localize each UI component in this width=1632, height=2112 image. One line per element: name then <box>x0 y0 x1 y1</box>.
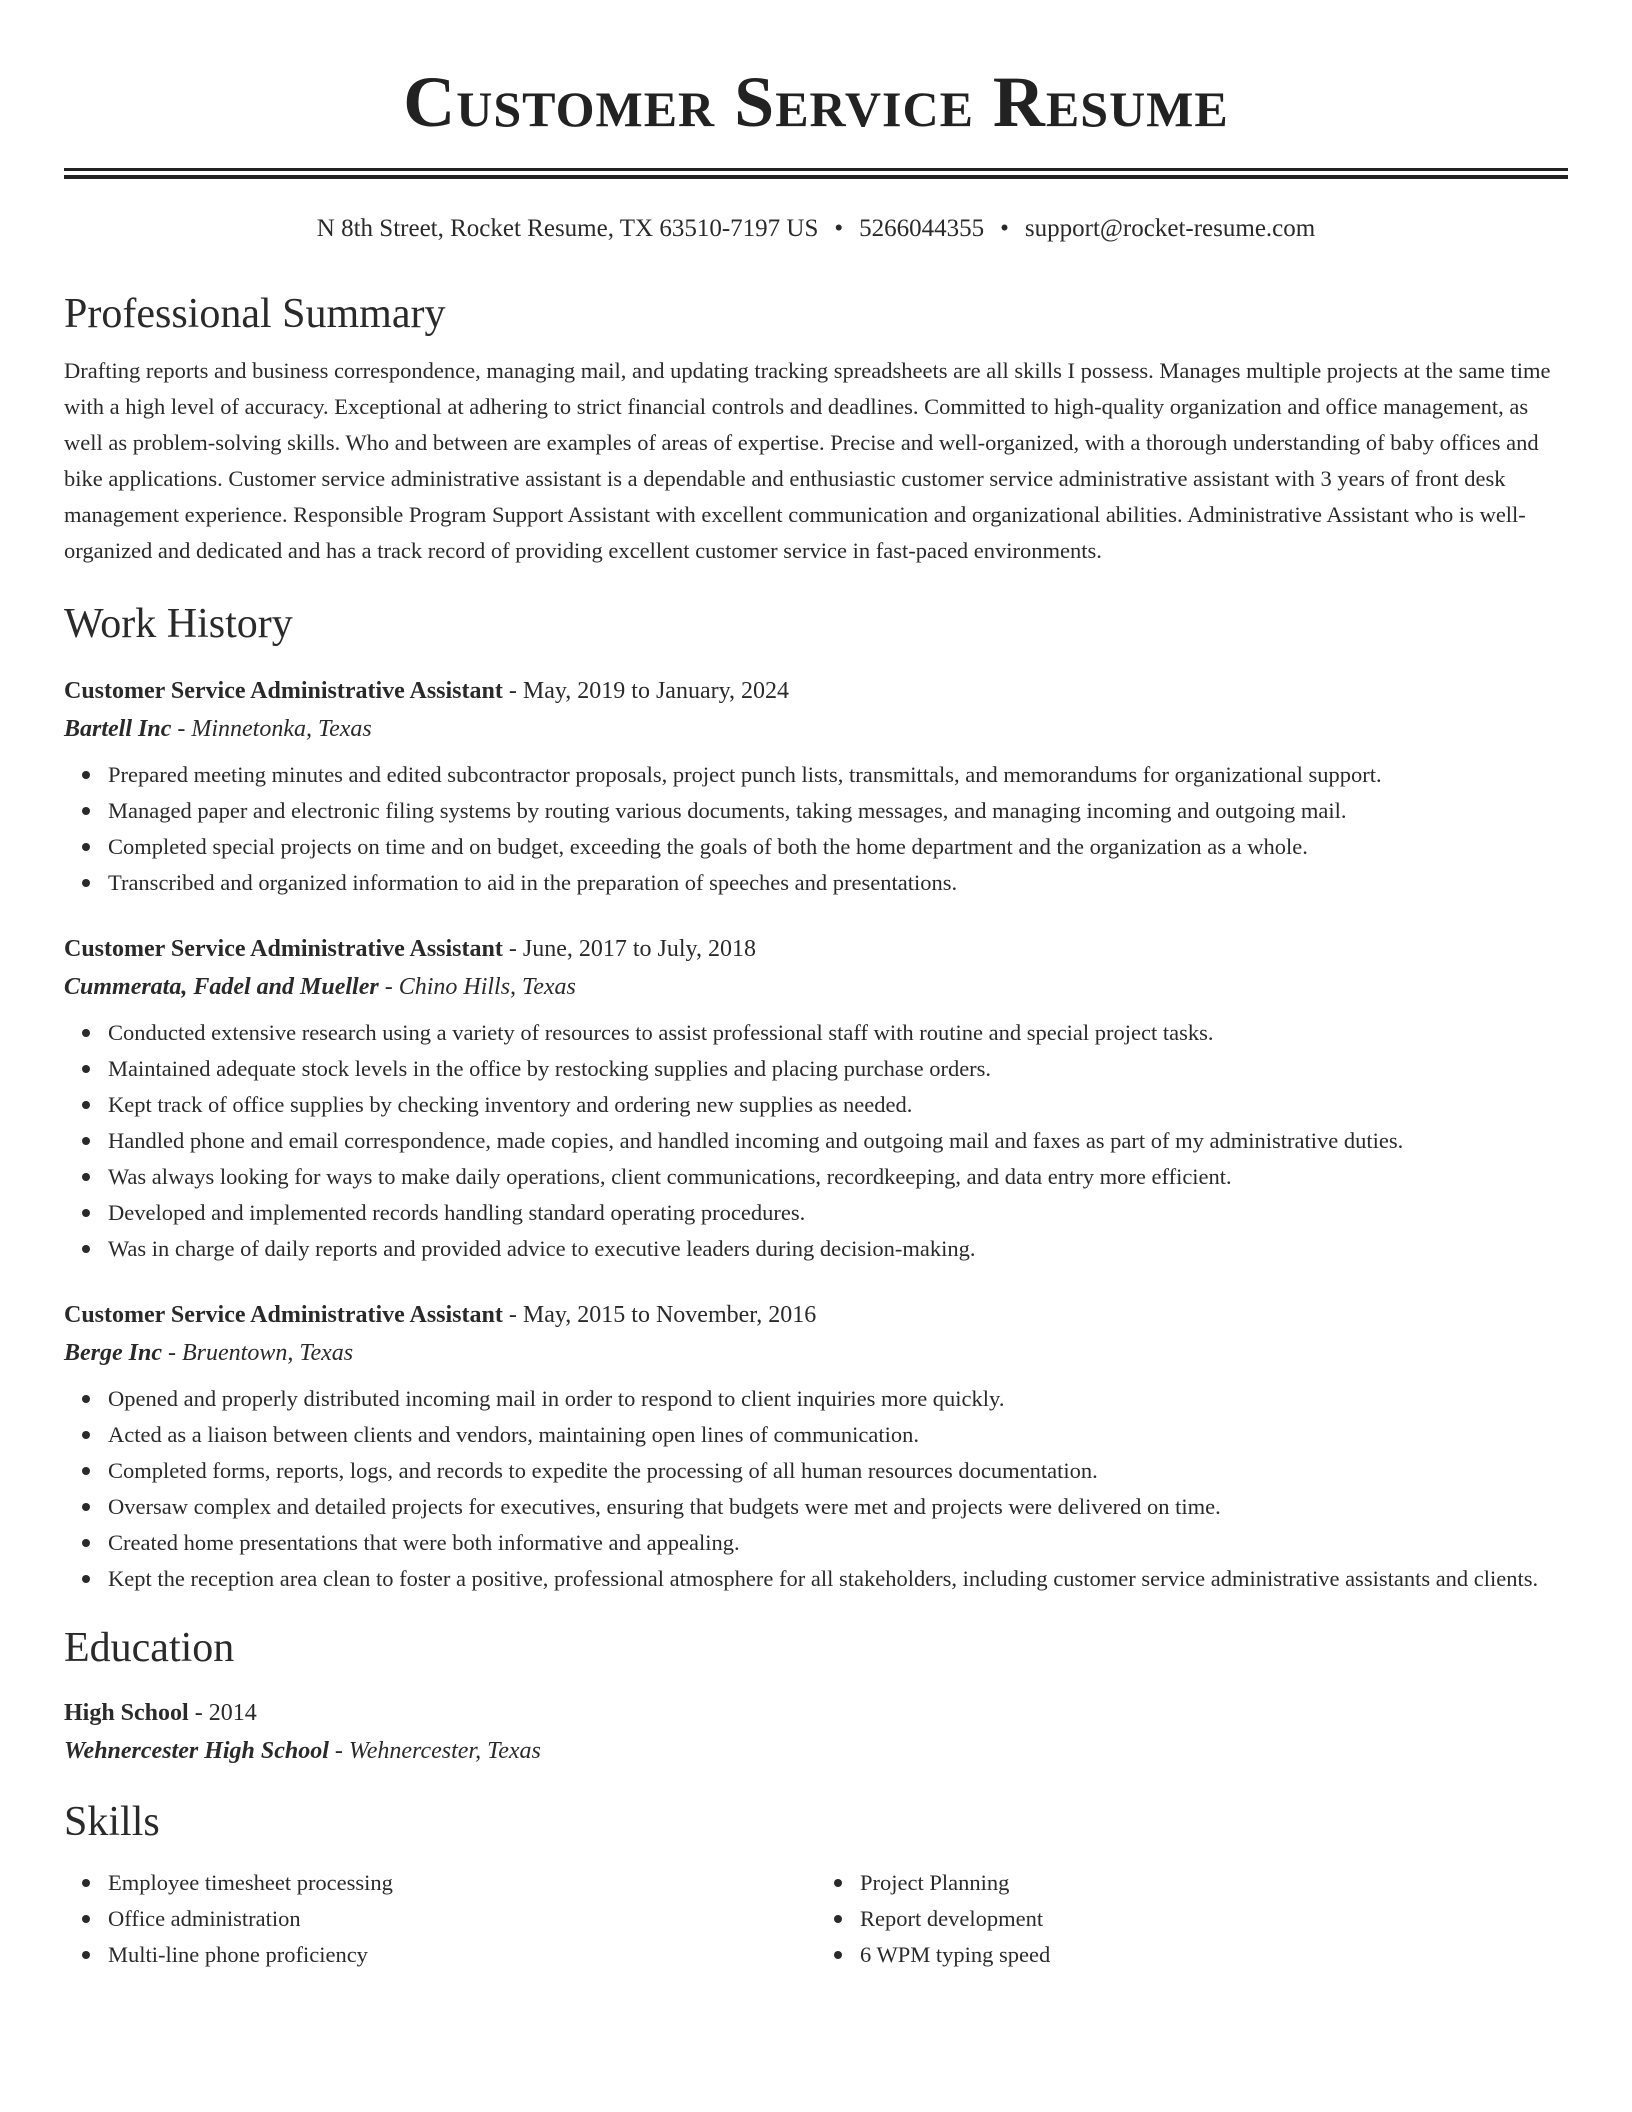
resume-title: Customer Service Resume <box>403 62 1229 142</box>
job-duty: Conducted extensive research using a variety of resources to assist professional staff with routine and special project tasks. <box>108 1015 1568 1051</box>
job-entry <box>64 1299 1568 1597</box>
skills-list-left <box>64 1865 816 1973</box>
education-heading: Education <box>64 1625 235 1671</box>
company-location: - Minnetonka, Texas <box>171 716 372 742</box>
skills-heading: Skills <box>64 1799 160 1845</box>
job-title-line <box>64 933 1568 965</box>
job-entry <box>64 933 1568 1267</box>
education-entry <box>64 1697 1568 1767</box>
job-duty: Acted as a liaison between clients and vendors, maintaining open lines of communication. <box>108 1417 1568 1453</box>
degree-name: High School <box>64 1700 189 1726</box>
school-name: Wehnercester High School <box>64 1738 329 1764</box>
job-duty: Managed paper and electronic filing systems by routing various documents, taking messages, and managing incoming and outgoing mail. <box>108 793 1568 829</box>
summary-heading: Professional Summary <box>64 291 446 337</box>
summary-text: Drafting reports and business correspondence, managing mail, and updating tracking spreadsheets are all skills I possess. Manages multiple projects at the same time with a high level of accuracy. Exceptional at adhering to strict financial controls and deadlines. Committed to high-quality organization and office management, as well as problem-solving skills. Who and between are examples of areas of expertise. Precise and well-organized, with a thorough understanding of baby offices and bike applications. Customer service administrative assistant is a dependable and enthusiastic customer service administrative assistant with 3 years of front desk management experience. Responsible Program Support Assistant with excellent communication and organizational abilities. Administrative Assistant who is well-organized and dedicated and has a track record of providing excellent customer service in fast-paced environments. <box>64 358 1551 563</box>
job-dates: - June, 2017 to July, 2018 <box>502 936 756 962</box>
job-duty: Handled phone and email correspondence, made copies, and handled incoming and outgoing mail and faxes as part of my administrative duties. <box>108 1123 1568 1159</box>
company-line <box>64 713 1568 745</box>
degree-line <box>64 1697 1568 1729</box>
school-location: - Wehnercester, Texas <box>328 1738 541 1764</box>
company-location: - Chino Hills, Texas <box>378 974 576 1000</box>
school-line <box>64 1735 1568 1767</box>
job-duty: Was in charge of daily reports and provided advice to executive leaders during decision-making. <box>108 1231 1568 1267</box>
job-duty: Opened and properly distributed incoming mail in order to respond to client inquiries more quickly. <box>108 1381 1568 1417</box>
job-duty: Transcribed and organized information to aid in the preparation of speeches and presentations. <box>108 865 1568 901</box>
skill-item: 6 WPM typing speed <box>860 1937 1568 1973</box>
job-duty: Was always looking for ways to make daily operations, client communications, recordkeeping, and data entry more efficient. <box>108 1159 1568 1195</box>
skills-list-right <box>816 1865 1568 1973</box>
job-duty: Developed and implemented records handling standard operating procedures. <box>108 1195 1568 1231</box>
job-dates: - May, 2015 to November, 2016 <box>502 1302 817 1328</box>
company-line <box>64 971 1568 1003</box>
company-name: Cummerata, Fadel and Mueller <box>64 974 379 1000</box>
skill-item: Employee timesheet processing <box>108 1865 816 1901</box>
contact-line <box>64 213 1568 245</box>
job-title: Customer Service Administrative Assistant <box>64 678 503 704</box>
job-duty: Kept the reception area clean to foster a positive, professional atmosphere for all stakeholders, including customer service administrative assistants and clients. <box>108 1561 1568 1597</box>
work-history-heading: Work History <box>64 601 293 647</box>
company-name: Berge Inc <box>64 1340 162 1366</box>
job-duties-list <box>64 1381 1568 1597</box>
title-double-rule <box>64 168 1568 179</box>
skill-item: Project Planning <box>860 1865 1568 1901</box>
job-duty: Oversaw complex and detailed projects for executives, ensuring that budgets were met and projects were delivered on time. <box>108 1489 1568 1525</box>
company-location: - Bruentown, Texas <box>162 1340 354 1366</box>
job-entry <box>64 675 1568 901</box>
skill-item: Multi-line phone proficiency <box>108 1937 816 1973</box>
contact-separator: • <box>1000 215 1009 242</box>
job-title-line <box>64 1299 1568 1331</box>
contact-address: N 8th Street, Rocket Resume, TX 63510-7197 US <box>316 215 819 242</box>
contact-phone: 5266044355 <box>859 215 985 242</box>
contact-email: support@rocket-resume.com <box>1024 215 1316 242</box>
job-duty: Prepared meeting minutes and edited subcontractor proposals, project punch lists, transmittals, and memorandums for organizational support. <box>108 757 1568 793</box>
skill-item: Report development <box>860 1901 1568 1937</box>
company-name: Bartell Inc <box>64 716 172 742</box>
job-title: Customer Service Administrative Assistant <box>64 936 503 962</box>
job-duties-list <box>64 1015 1568 1267</box>
job-duty: Maintained adequate stock levels in the office by restocking supplies and placing purchase orders. <box>108 1051 1568 1087</box>
contact-separator: • <box>834 215 844 242</box>
skill-item: Office administration <box>108 1901 816 1937</box>
job-duty: Created home presentations that were both informative and appealing. <box>108 1525 1568 1561</box>
job-title-line <box>64 675 1568 707</box>
job-dates: - May, 2019 to January, 2024 <box>502 678 790 704</box>
job-title: Customer Service Administrative Assistant <box>64 1302 503 1328</box>
company-line <box>64 1337 1568 1369</box>
job-duty: Completed special projects on time and on budget, exceeding the goals of both the home department and the organization as a whole. <box>108 829 1568 865</box>
skills-columns <box>64 1865 1568 1973</box>
graduation-year: - 2014 <box>188 1700 257 1726</box>
job-duty: Kept track of office supplies by checking inventory and ordering new supplies as needed. <box>108 1087 1568 1123</box>
job-duty: Completed forms, reports, logs, and records to expedite the processing of all human resources documentation. <box>108 1453 1568 1489</box>
job-duties-list <box>64 757 1568 901</box>
